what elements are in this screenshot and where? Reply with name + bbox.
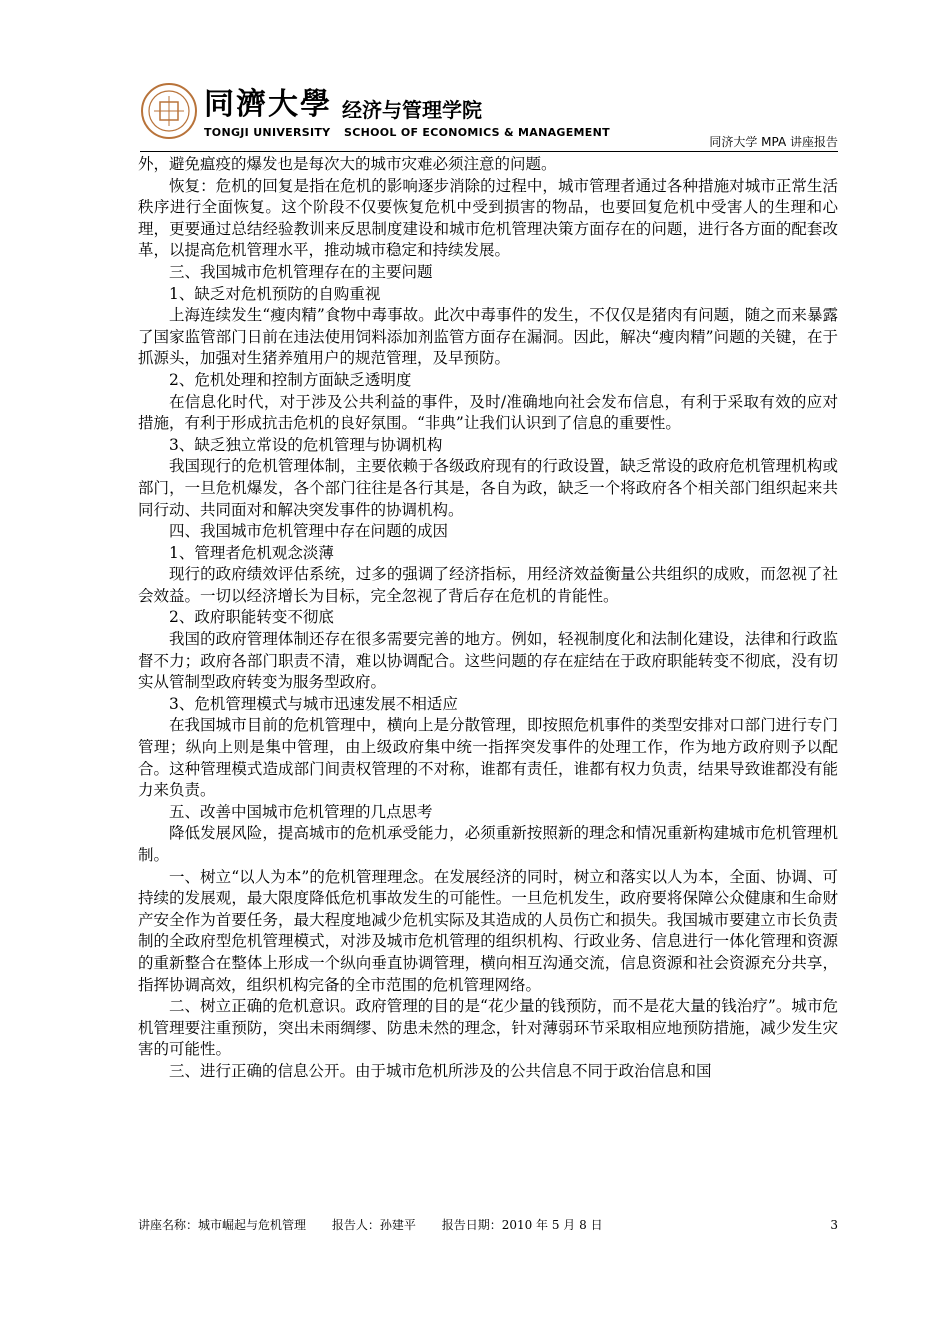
university-seal-icon (140, 82, 198, 140)
paragraph: 在信息化时代，对于涉及公共利益的事件，及时/准确地向社会发布信息，有利于采取有效的应对措施，有利于形成抗击危机的良好氛围。“非典”让我们认识到了信息的重要性。 (138, 392, 838, 433)
paragraph: 四、我国城市危机管理中存在问题的成因 (169, 522, 449, 541)
page-number: 3 (830, 1218, 838, 1232)
reporter-name: 报告人：孙建平 (331, 1218, 416, 1232)
paragraph: 外，避免瘟疫的爆发也是每次大的城市灾难必须注意的问题。 (138, 155, 557, 173)
paragraph: 现行的政府绩效评估系统，过多的强调了经济指标，用经济效益衡量公共组织的成败，而忽视了社会效益。一切以经济增长为目标，完全忽视了背后存在危机的肯能性。 (138, 565, 838, 605)
paragraph: 1、管理者危机观念淡薄 (169, 543, 334, 562)
paragraph: 在我国城市目前的危机管理中，横向上是分散管理，即按照危机事件的类型安排对口部门进行专门管理；纵向上则是集中管理，由上级政府集中统一指挥突发事件的处理工作，作为地方政府则予以配合。这种管理模式造成部门间责权管理的不对称，谁都有责任，谁都有权力负责，结果导致谁都没有能力来负责。 (138, 716, 838, 800)
university-name-en: TONGJI UNIVERSITY (204, 126, 331, 139)
report-date: 报告日期：2010 年 5 月 8 日 (441, 1218, 603, 1232)
paragraph: 三、我国城市危机管理存在的主要问题 (169, 262, 433, 281)
document-body (138, 154, 838, 1083)
paragraph: 五、改善中国城市危机管理的几点思考 (169, 802, 433, 821)
university-name-cn: 同濟大學 (204, 87, 332, 122)
paragraph: 3、危机管理模式与城市迅速发展不相适应 (169, 694, 458, 713)
paragraph: 3、缺乏独立常设的危机管理与协调机构 (169, 435, 443, 454)
school-name-cn: 经济与管理学院 (342, 98, 482, 122)
paragraph: 一、树立“以人为本”的危机管理理念。在发展经济的同时，树立和落实以人为本，全面、协调、可持续的发展观，最大限度降低危机事故发生的可能性。一旦危机发生，政府要将保障公众健康和生命财产安全作为首要任务，最大程度地减少危机实际及其造成的人员伤亡和损失。我国城市要建立市长负责制的全政府型危机管理模式，对涉及城市危机管理的组织机构、行政业务、信息进行一体化管理和资源的重新整合在整体上形成一个纵向垂直协调管理，横向相互沟通交流，信息资源和社会资源充分共享，指挥协调高效，组织机构完备的全市范围的危机管理网络。 (138, 867, 838, 994)
paragraph: 2、政府职能转变不彻底 (169, 608, 334, 627)
paragraph: 上海连续发生“瘦肉精”食物中毒事故。此次中毒事件的发生，不仅仅是猪肉有问题，随之而来暴露了国家监管部门日前在违法使用饲料添加剂监管方面存在漏洞。因此，解决“瘦肉精”问题的关键，在于抓源头，加强对生猪养殖用户的规范管理，及早预防。 (138, 306, 838, 368)
paragraph: 我国现行的危机管理体制，主要依赖于各级政府现有的行政设置，缺乏常设的政府危机管理机构或部门，一旦危机爆发，各个部门往往是各行其是，各自为政，缺乏一个将政府各个相关部门组织起来共同行动、共同面对和解决突发事件的协调机构。 (138, 457, 838, 519)
report-tag: 同济大学 MPA 讲座报告 (709, 135, 838, 149)
paragraph: 2、危机处理和控制方面缺乏透明度 (169, 370, 412, 389)
paragraph: 降低发展风险，提高城市的危机承受能力，必须重新按照新的理念和情况重新构建城市危机管理机制。 (138, 824, 838, 864)
lecture-name: 讲座名称：城市崛起与危机管理 (138, 1218, 307, 1232)
paragraph: 恢复：危机的回复是指在危机的影响逐步消除的过程中，城市管理者通过各种措施对城市正常生活秩序进行全面恢复。这个阶段不仅要恢复危机中受到损害的物品，也要回复危机中受害人的生理和心理，更要通过总结经验教训来反思制度建设和城市危机管理决策方面存在的问题，进行各方面的配套改革，以提高危机管理水平，推动城市稳定和持续发展。 (138, 176, 838, 260)
paragraph: 我国的政府管理体制还存在很多需要完善的地方。例如，轻视制度化和法制化建设，法律和行政监督不力；政府各部门职责不清，难以协调配合。这些问题的存在症结在于政府职能转变不彻底，没有切实从管制型政府转变为服务型政府。 (138, 630, 838, 692)
page-footer (138, 1218, 838, 1232)
footer-meta (138, 1218, 838, 1232)
school-name-en: SCHOOL OF ECONOMICS & MANAGEMENT (344, 126, 610, 139)
header-divider (140, 151, 838, 152)
page-header (140, 82, 838, 152)
paragraph: 三、进行正确的信息公开。由于城市危机所涉及的公共信息不同于政治信息和国 (169, 1061, 712, 1080)
paragraph: 1、缺乏对危机预防的自购重视 (169, 284, 381, 303)
paragraph: 二、树立正确的危机意识。政府管理的目的是“花少量的钱预防，而不是花大量的钱治疗”。城市危机管理要注重预防，突出未雨绸缪、防患未然的理念，针对薄弱环节采取相应地预防措施，减少发生灾害的可能性。 (138, 997, 838, 1059)
